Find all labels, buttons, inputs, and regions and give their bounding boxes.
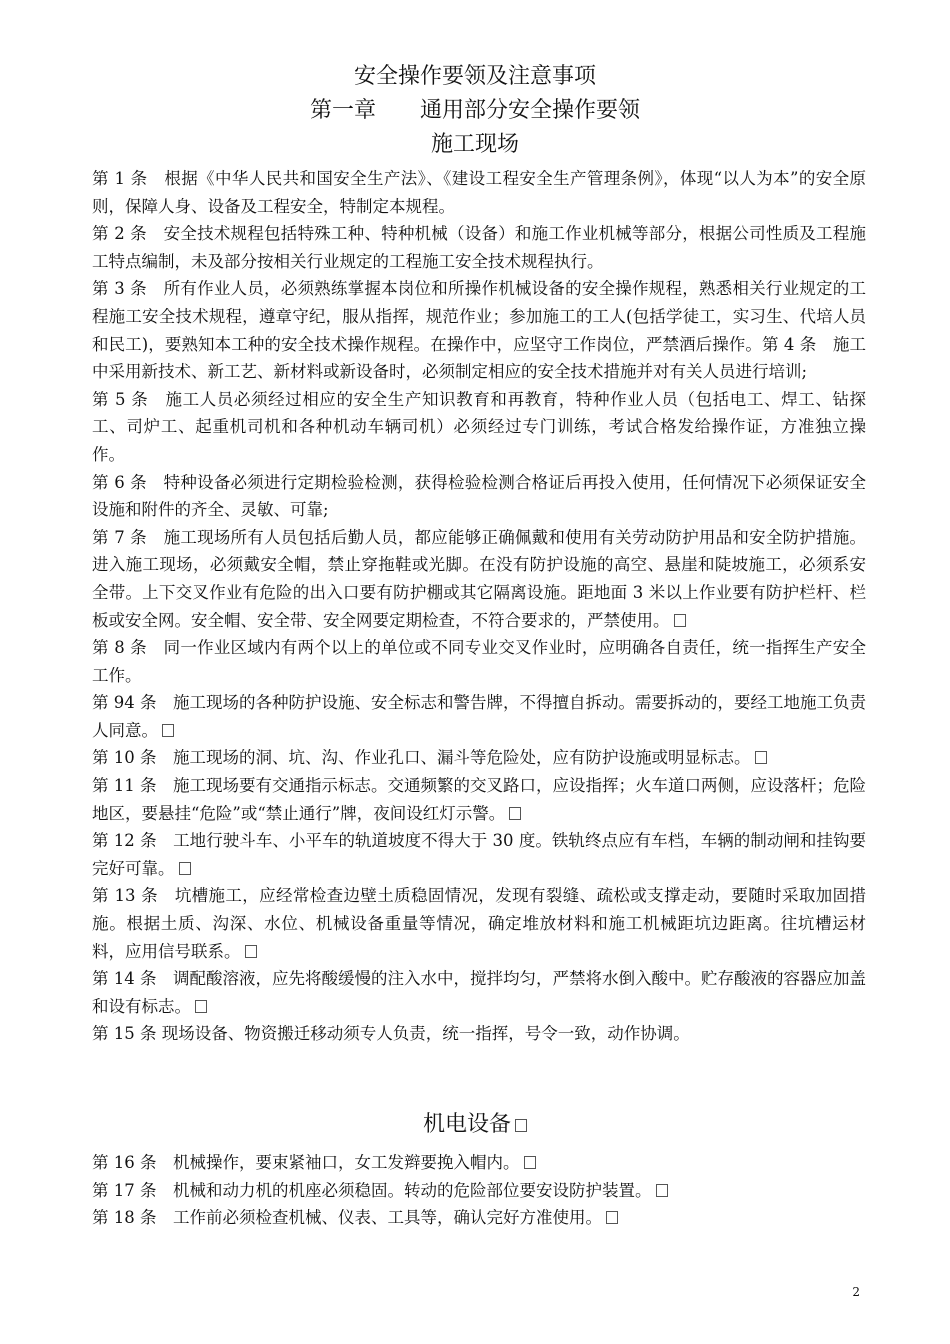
chapter-title: 第一章 通用部分安全操作要领: [309, 98, 640, 123]
missing-glyph-icon: [515, 1119, 527, 1132]
missing-glyph-icon: [674, 614, 686, 627]
missing-glyph-icon: [524, 1156, 536, 1169]
page-number: 2: [852, 1285, 860, 1299]
missing-glyph-icon: [755, 751, 767, 764]
article-12: [92, 827, 866, 882]
article-94: [92, 689, 866, 744]
article-13-text: 第 13 条 坑槽施工，应经常检查边壁土质稳固情况，发现有裂缝、疏松或支撑走动，要随时采取加固措施。根据土质、沟深、水位、机械设备重量等情况，确定堆放材料和施工机械距坑边距离。往坑槽运材料，应用信号联系。: [92, 886, 866, 961]
article-11-text: 第 11 条 施工现场要有交通指示标志。交通频繁的交叉路口，应设指挥；火车道口两侧，应设落杆；危险地区，要悬挂“危险”或“禁止通行”牌，夜间设红灯示警。: [92, 776, 866, 823]
article-7: [92, 524, 866, 634]
section-title-electromechanical-text: 机电设备: [422, 1112, 511, 1137]
article-12-text: 第 12 条 工地行驶斗车、小平车的轨道坡度不得大于 30 度。铁轨终点应有车档，车辆的制动闸和挂钩要完好可靠。: [92, 831, 866, 878]
article-6: 第 6 条 特种设备必须进行定期检验检测，获得检验检测合格证后再投入使用，任何情况下必须保证安全设施和附件的齐全、灵敏、可靠;: [92, 472, 866, 520]
article-17-text: 第 17 条 机械和动力机的机座必须稳固。转动的危险部位要安设防护装置。: [92, 1180, 652, 1200]
article-11: [92, 772, 866, 827]
section-title-construction-site: 施工现场: [430, 132, 519, 157]
article-1: 第 1 条 根据《中华人民共和国安全生产法》、《建设工程安全生产管理条例》，体现“以人为本”的安全原则，保障人身、设备及工程安全，特制定本规程。: [92, 169, 866, 216]
article-8: 第 8 条 同一作业区域内有两个以上的单位或不同专业交叉作业时，应明确各自责任，统一指挥生产安全工作。: [92, 638, 866, 685]
article-3: 第 3 条 所有作业人员，必须熟练掌握本岗位和所操作机械设备的安全操作规程，熟悉相关行业规定的工程施工安全技术规程，遵章守纪，服从指挥，规范作业；参加施工的工人(包括学徒工，实习生、代培人员和民工)，要熟知本工种的安全技术操作规程。在操作中，应坚守工作岗位，严禁酒后操作。第 4 条 施工中采用新技术、新工艺、新材料或新设备时，必须制定相应的安全技术措施并对有关人员进行培训;: [92, 279, 866, 382]
article-94-text: 第 94 条 施工现场的各种防护设施、安全标志和警告牌，不得擅自拆动。需要拆动的，要经工地施工负责人同意。: [92, 693, 866, 740]
article-18: [92, 1204, 866, 1232]
article-14: [92, 965, 866, 1020]
missing-glyph-icon: [606, 1211, 618, 1224]
article-15: 第 15 条 现场设备、物资搬迁移动须专人负责，统一指挥，号令一致，动作协调。: [92, 1024, 690, 1044]
article-18-text: 第 18 条 工作前必须检查机械、仪表、工具等，确认完好方准使用。: [92, 1208, 602, 1228]
article-7-text: 第 7 条 施工现场所有人员包括后勤人员，都应能够正确佩戴和使用有关劳动防护用品和安全防护措施。进入施工现场，必须戴安全帽，禁止穿拖鞋或光脚。在没有防护设施的高空、悬崖和陡坡施工，必须系安全带。上下交叉作业有危险的出入口要有防护棚或其它隔离设施。距地面 3 米以上作业要有防护栏杆、栏板或安全网。安全帽、安全带、安全网要定期检查，不符合要求的，严禁使用。: [92, 527, 866, 630]
missing-glyph-icon: [509, 807, 521, 820]
section-electromechanical-body: [92, 1149, 866, 1232]
document-title: 安全操作要领及注意事项: [353, 64, 596, 89]
missing-glyph-icon: [162, 724, 174, 737]
missing-glyph-icon: [656, 1184, 668, 1197]
article-10-text: 第 10 条 施工现场的洞、坑、沟、作业孔口、漏斗等危险处，应有防护设施或明显标志。: [92, 748, 751, 768]
missing-glyph-icon: [195, 1000, 207, 1013]
article-5: 第 5 条 施工人员必须经过相应的安全生产知识教育和再教育，特种作业人员（包括电工、焊工、钻探工、司炉工、起重机司机和各种机动车辆司机）必须经过专门训练，考试合格发给操作证，方准独立操作。: [92, 389, 866, 464]
section-title-electromechanical: [0, 1110, 950, 1140]
missing-glyph-icon: [179, 862, 191, 875]
article-10: [92, 744, 866, 772]
article-13: [92, 882, 866, 965]
article-16: [92, 1149, 866, 1177]
article-14-text: 第 14 条 调配酸溶液，应先将酸缓慢的注入水中，搅拌均匀，严禁将水倒入酸中。贮存酸液的容器应加盖和设有标志。: [92, 969, 866, 1016]
missing-glyph-icon: [245, 945, 257, 958]
article-17: [92, 1177, 866, 1205]
article-2: 第 2 条 安全技术规程包括特殊工种、特种机械（设备）和施工作业机械等部分，根据公司性质及工程施工特点编制，未及部分按相关行业规定的工程施工安全技术规程执行。: [92, 224, 866, 271]
section-construction-site-body: [92, 165, 866, 1048]
article-16-text: 第 16 条 机械操作，要束紧袖口，女工发辫要挽入帽内。: [92, 1153, 520, 1172]
